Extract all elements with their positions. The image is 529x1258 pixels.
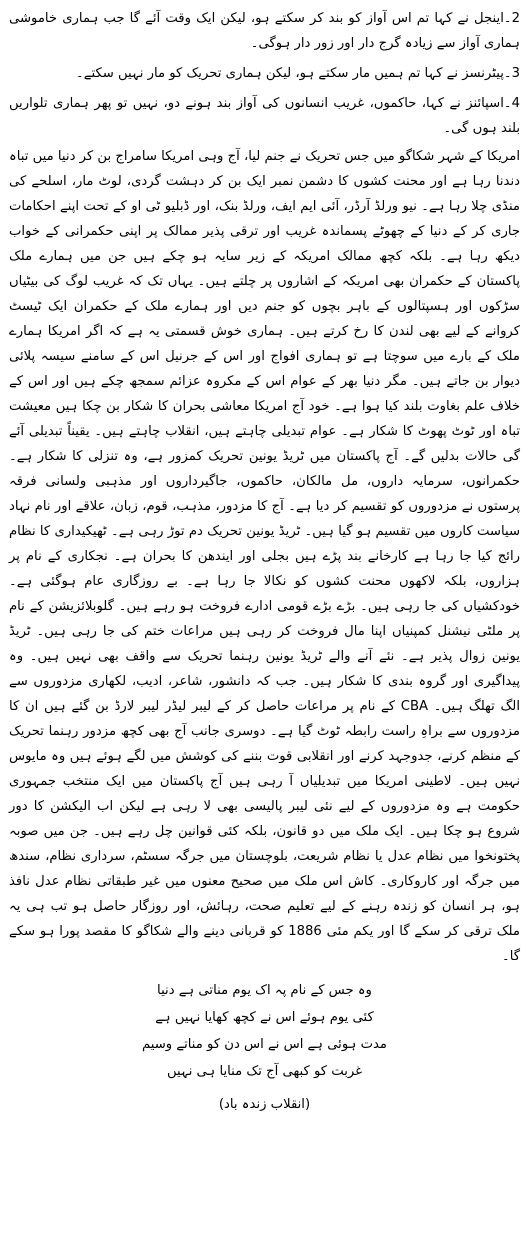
poem-line: کئی یوم ہوئے اس نے کچھ کھایا نہیں ہے (155, 1010, 374, 1025)
closing-slogan: (انقلاب زندہ باد) (218, 1097, 311, 1112)
article-body: امریکا کے شہر شکاگو میں جس تحریک نے جنم لیا، آج وہی امریکا سامراج بن کر دنیا میں تباہ دندنا رہا ہے اور محنت کشوں کا دشمن نمبر ایک بن کر دہشت گردی، لوٹ مار، اسلحے کی منڈی چلا رہا ہے۔ نیو ورلڈ آرڈر، آئی ایم ایف، ورلڈ بنک، اور ڈبلیو ٹی او کے تحت اپنے احکامات جاری کر کے دنیا کے چھوٹے پسماندہ غریب اور ترقی پذیر ممالک پر اپنی حکمرانی کے خواب دیکھ رہا ہے۔ بلکہ کچھ ممالک امریکہ کے زیر سایہ ہو چکے ہیں جن میں ہمارے ملک پاکستان کے حکمران بھی امریکہ کے اشاروں پر چلتے ہیں۔ یہاں تک کہ غریب لوگ کی بیٹیاں سڑکوں اور ہسپتالوں کے باہر بچوں کو جنم دیں اور ہمارے ملک کے حکمران ایک ٹیسٹ کروانے کے لیے بھی لندن کا رخ کرتے ہیں۔ ہماری خوش قسمتی یہ ہے کہ اگر امریکا ہمارے ملک کے بارے میں سوچتا ہے تو ہماری افواج اور اس کے جرنیل اس کے سامنے سیسہ پلائی دیوار بن جاتے ہیں۔ مگر دنیا بھر کے عوام اس کے مکروہ عزائم سمجھ چکے ہیں اور اس کے خلاف علم بغاوت بلند کیا ہوا ہے۔ خود آج امریکا معاشی بحران کا شکار بن چکا ہیں معیشت تباہ اور ٹوٹ پھوٹ کا شکار ہے۔ عوام تبدیلی چاہتے ہیں، انقلاب چاہتے ہیں۔ یقیناً تبدیلی آئے گی حالات بدلیں گے۔ آج پاکستان میں ٹریڈ یونین تحریک کمزور ہے، وہ تنزلی کا شکار ہے۔ حکمرانوں، سرمایہ داروں، مل مالکان، حاکموں، جاگیرداروں اور مذہبی ولسانی فرقہ پرستوں نے مزدوروں کو تقسیم کر دیا ہے۔ آج کا مزدور، مذہب، قوم، زبان، علاقے اور نام نہاد سیاست کاروں میں تقسیم ہو گیا ہیں۔ ٹریڈ یونین تحریک دم توڑ رہی ہے۔ ٹھیکیداری کا نظام رائج کیا جا رہا ہے کارخانے بند پڑے ہیں بجلی اور ایندھن کا بحران ہے۔ نجکاری کے نام پر ہزاروں، بلکہ لاکھوں محنت کشوں کو نکالا جا رہا ہے۔ بے روزگاری عام ہوگئی ہے۔ خودکشیاں کی جا رہی ہیں۔ بڑے بڑے قومی ادارے فروخت ہو رہے ہیں۔ گلوبلائزیشن کے نام پر ملٹی نیشنل کمپنیاں اپنا مال فروخت کر رہی ہیں مراعات ختم کی جا رہی ہیں۔ ٹریڈ یونین زوال پذیر ہے۔ نئے آنے والے ٹریڈ یونین رہنما تحریک سے واقف بھی نہیں ہیں۔ وہ پیداگیری اور گروہ بندی کا شکار ہیں۔ جب کہ دانشور، شاعر، ادیب، لکھاری مزدوروں سے الگ تھلگ ہیں۔ CBA کے نام پر مراعات حاصل کر کے لیبر لیڈر لیبر لارڈ بن گئے ہیں ان کا مزدوروں سے براہِ راست رابطہ ٹوٹ گیا ہے۔ دوسری جانب آج بھی کچھ مزدور رہنما تحریک کے منظم کرنے، جدوجہد کرنے اور انقلابی قوت بننے کی کوشش میں لگے ہوئے ہیں وہ مایوس نہیں ہیں۔ لاطینی امریکا میں تبدیلیاں آ رہی ہیں آج پاکستان میں ایک منتخب جمہوری حکومت ہے وہ مزدوروں کے لیے نئی لیبر پالیسی بھی لا رہی ہے لیکن اب الیکشن کا دور شروع ہو چکا ہیں۔ ایک ملک میں دو قانون، بلکہ کئی قوانین چل رہے ہیں۔ جن میں صوبہ پختونخوا میں نظام عدل یا نظام شریعت، بلوچستان میں جرگہ سسٹم، سرداری نظام، سندھ میں جرگہ اور کاروکاری۔ کاش اس ملک میں صحیح معنوں میں غیر طبقاتی نظام عدل نافذ ہو، ہر انسان کو زندہ رہنے کے لیے تعلیم صحت، رہائش، اور روزگار حاصل ہو تب ہی یہ ملک ترقی کر سکے گا اور یکم مئی 1886 کو قربانی دینے والے شکاگو کا مقصد پورا ہو سکے گا۔ (9, 149, 520, 964)
point-item-2: 2۔اینجل نے کہا تم اس آواز کو بند کر سکتے ہو، لیکن ایک وقت آئے گا جب ہماری خاموشی ہماری آواز سے زیادہ گرج دار اور زور دار ہوگی۔ (9, 11, 520, 51)
point-item-3: 3۔پیٹرنسز نے کہا تم ہمیں مار سکتے ہو، لیکن ہماری تحریک کو مار نہیں سکتے۔ (76, 66, 520, 81)
poem (9, 977, 520, 1085)
point-item-4: 4۔اسپائنز نے کہا، حاکموں، غریب انسانوں کی آواز بند ہونے دو، نہیں تو پھر ہماری تلواریں بلند ہوں گی۔ (9, 96, 520, 136)
poem-line: غربت کو کبھی آج تک منایا ہی نہیں (166, 1064, 363, 1079)
poem-line: مدت ہوئی ہے اس نے اس دن کو مناتے وسیم (142, 1037, 387, 1052)
poem-line: وہ جس کے نام پہ اک یوم مناتی ہے دنیا (157, 983, 372, 998)
